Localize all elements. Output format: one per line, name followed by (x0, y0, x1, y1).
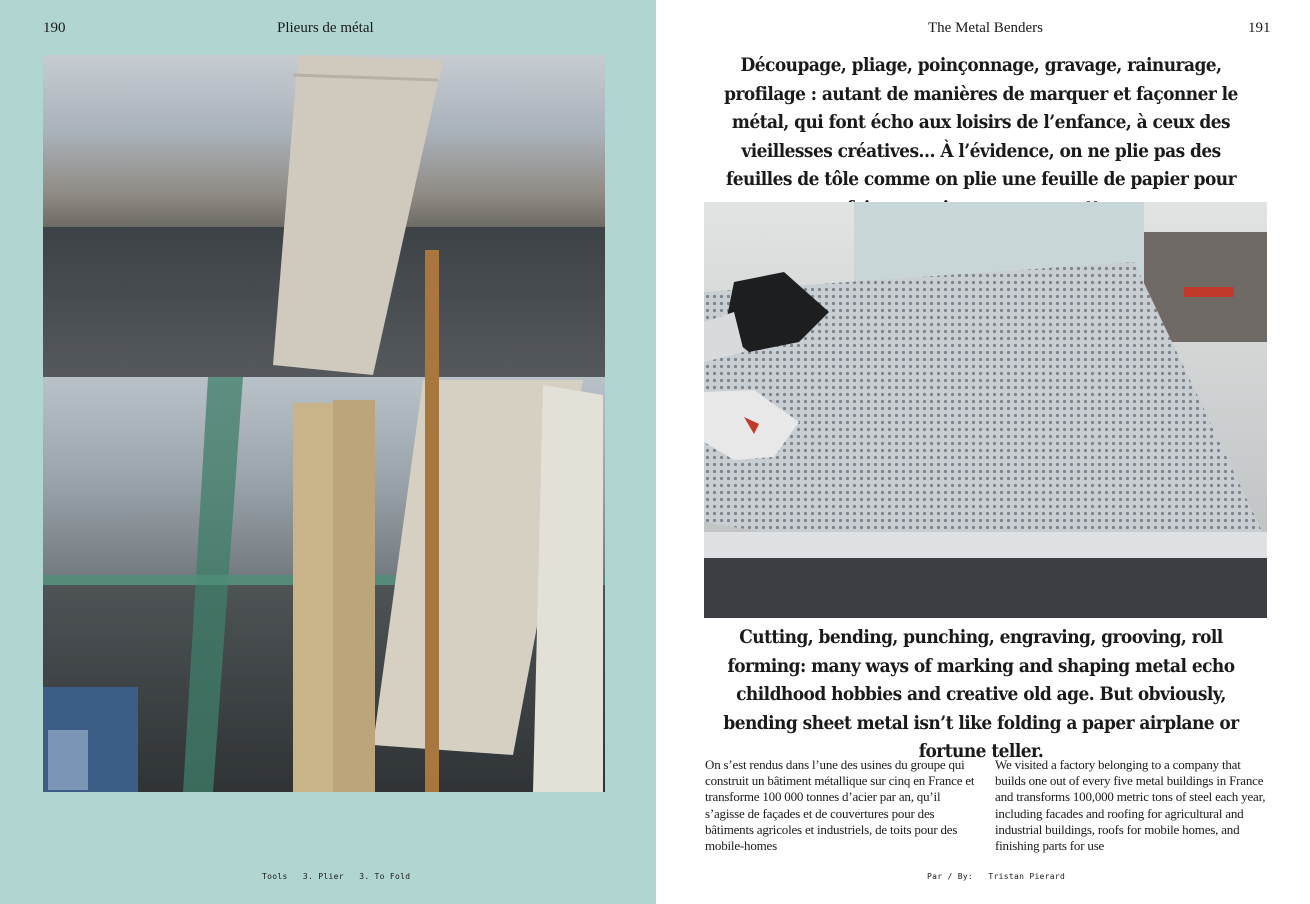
lead-paragraph-english: Cutting, bending, punching, engraving, grooving, roll forming: many ways of marking and shaping metal echo childhood hobbies and creative old age. But obviously, bending sheet metal isn’t like folding a paper airplane or fortune teller. (723, 627, 1239, 762)
photo-metal-coils (43, 55, 605, 792)
body-column-french: On s’est rendus dans l’une des usines du groupe qui construit un bâtiment métallique sur cinq en France et transforme 100 000 tonnes d’acier par an, qu’il s’agisse de façades et de couvertures pour des bâtiments agricoles et industriels, de toits pour des mobile-homes (705, 757, 975, 854)
footer-left: Tools 3. Plier 3. To Fold (262, 872, 411, 881)
right-page (656, 0, 1310, 904)
page-number-right: 191 (1248, 20, 1271, 36)
running-title-right: The Metal Benders (928, 20, 1043, 36)
body-column-english: We visited a factory belonging to a company that builds one out of every five metal buildings in France and transforms 100,000 metric tons of steel each year, including facades and roofing for agricultural and industrial buildings, roofs for mobile homes, and finishing parts for use (995, 757, 1266, 854)
lead-paragraph-french: Découpage, pliage, poinçonnage, gravage, rainurage, profilage : autant de manières de marquer et façonner le métal, qui font écho aux loisirs de l’enfance, à ceux des vieillesses créatives… À l’évidence, on ne plie pas des feuilles de tôle comme on plie une feuille de papier pour (724, 55, 1238, 190)
footer-right: Par / By: Tristan Pierard (927, 872, 1066, 881)
running-title-left: Plieurs de métal (277, 20, 374, 36)
photo-perforated-sheet (704, 202, 1267, 618)
page-number-left: 190 (43, 20, 66, 36)
